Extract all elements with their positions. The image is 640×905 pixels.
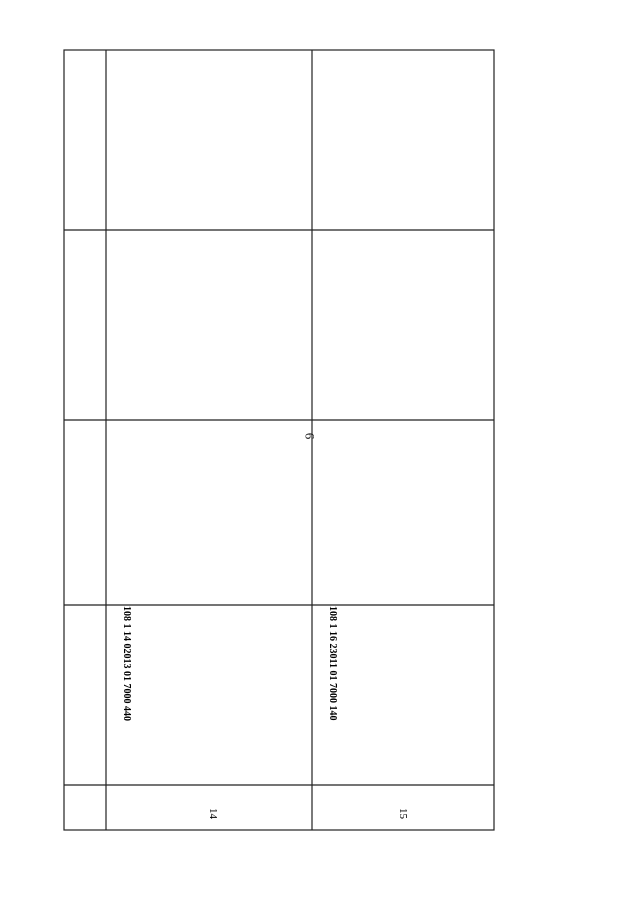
code-row-14 xyxy=(121,606,132,721)
svg-text:108 1 16 23011 01 7000 140: 108 1 16 23011 01 7000 140 xyxy=(327,606,338,721)
code-row-15 xyxy=(327,606,338,720)
svg-text:14: 14 xyxy=(207,808,219,819)
svg-text:15: 15 xyxy=(397,808,409,819)
row-number-14 xyxy=(207,808,219,820)
svg-text:108 1 14 02013 01 7000 440: 108 1 14 02013 01 7000 440 xyxy=(121,606,132,721)
page-number: 6 xyxy=(302,432,318,440)
row-number-15 xyxy=(397,808,409,820)
